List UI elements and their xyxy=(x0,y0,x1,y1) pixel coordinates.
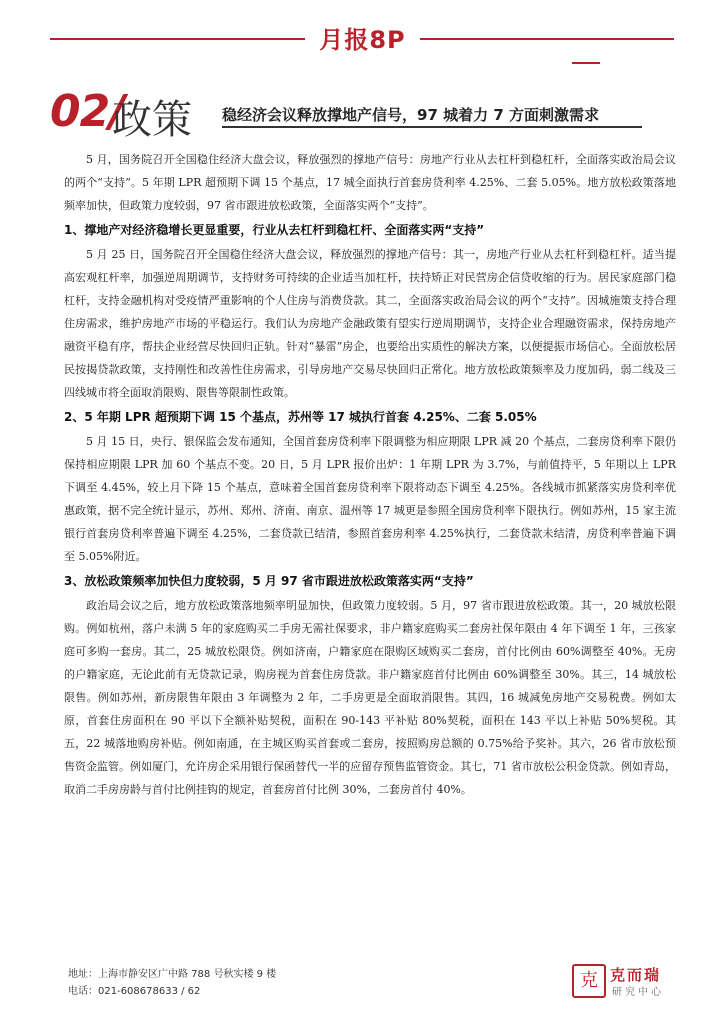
subsection-3-heading: 3、放松政策频率加快但力度较弱，5 月 97 省市跟进放松政策落实两“支持” xyxy=(64,574,474,588)
header-rule-left xyxy=(50,38,305,40)
intro-paragraph: 5 月，国务院召开全国稳住经济大盘会议，释放强烈的撑地产信号：房地产行业从去杠杆到稳杠杆，全面落实政治局会议的两个“支持”。5 年期 LPR 超预期下调 15 个基点，17 城全面执行首套房贷利率 4.25%、二套 5.05%。地方放松政策落地频率加快，但政策力度较弱，97 省市跟进放松政策，全面落实两个“支持”。 xyxy=(64,153,676,212)
section-title: 稳经济会议释放撑地产信号，97 城着力 7 方面刺激需求 xyxy=(222,106,599,124)
section-number: 02/ xyxy=(50,86,125,137)
footer-phone: 电话：021-60867863 xyxy=(68,986,172,997)
logo-seal-icon: 克 xyxy=(572,964,606,998)
report-title: 月报8P xyxy=(319,26,406,54)
subsection-1-text: 5 月 25 日，国务院召开全国稳住经济大盘会议，释放强烈的撑地产信号：其一，房地产行业从去杠杆到稳杠杆。适当提高宏观杠杆率，加强逆周期调节，支持财务可持续的企业适当加杠杆，扶持矫正对民营房企信贷收缩的行为。居民家庭部门稳杠杆，支持金融机构对受疫情严重影响的个人住房与消费贷款。其二，全面落实政治局会议的两个“支持”。因城施策支持合理住房需求，维护房地产市场的平稳运行。我们认为房地产金融政策有望实行逆周期调节，支持企业合理融资需求，保持房地产融资平稳有序，帮扶企业经营尽快回归正轨。针对“暴雷”房企，也要给出实质性的解决方案，以便提振市场信心。全面放松居民按揭贷款政策，支持刚性和改善性住房需求，引导房地产交易尽快回归正常化。地方放松政策频率及力度加码，弱二线及三四线城市将全面取消限购、限售等限制性政策。 xyxy=(64,248,676,399)
section-title-underline xyxy=(222,126,642,128)
company-logo xyxy=(572,964,682,998)
page-number: 3 / 62 xyxy=(171,986,201,997)
header-rule-right xyxy=(420,38,674,40)
footer-address: 地址：上海市静安区广中路 788 号秋实楼 9 楼 xyxy=(68,969,277,980)
section-name: 政策 xyxy=(112,97,192,143)
subsection-2-heading: 2、5 年期 LPR 超预期下调 15 个基点，苏州等 17 城执行首套 4.25%、二套 5.05% xyxy=(64,410,537,424)
header-accent-bar xyxy=(572,62,600,64)
article-body xyxy=(64,148,676,801)
logo-subtitle: 研究中心 xyxy=(612,987,664,998)
logo-name: 克而瑞 xyxy=(610,966,662,984)
subsection-1-heading: 1、撑地产对经济稳增长更显重要，行业从去杠杆到稳杠杆、全面落实两“支持” xyxy=(64,223,485,237)
page-footer xyxy=(68,966,276,1000)
subsection-3-text: 政治局会议之后，地方放松政策落地频率明显加快，但政策力度较弱。5 月，97 省市跟进放松政策。其一，20 城放松限购。例如杭州，落户未满 5 年的家庭购买二手房无需社保要求，非户籍家庭购买二套房社保年限由 4 年下调至 1 年，三孩家庭可多购一套房。其二，25 城放松限贷。例如济南，户籍家庭在限购区域购买二套房，首付比例由 60%调整至 40%。无房的户籍家庭，无论此前有无贷款记录，购房视为首套住房贷款。非户籍家庭首付比例由 60%调整至 30%。其三，14 城放松限售。例如苏州，新房限售年限由 3 年调整为 2 年，二手房更是全面取消限售。其四，16 城减免房地产交易税费。例如太原，首套住房面积在 90 平以下全额补贴契税，面积在 90-143 平补贴 80%契税，面积在 143 平以上补贴 50%契税。其五，22 城落地购房补贴。例如南通，在主城区购买首套或二套房，按照购房总额的 0.75%给予奖补。其六，26 省市放松预售资金监管。例如厦门，允许房企采用银行保函替代一半的应留存预售监管资金。其七，71 省市放松公积金贷款。例如青岛，取消二手房房龄与首付比例挂钩的规定，首套房首付比例 30%，二套房首付 40%。 xyxy=(64,599,676,796)
subsection-2-text: 5 月 15 日，央行、银保监会发布通知，全国首套房贷利率下限调整为相应期限 LPR 减 20 个基点，二套房贷利率下限仍保持相应期限 LPR 加 60 个基点不变。20 日，5 月 LPR 报价出炉：1 年期 LPR 为 3.7%，与前值持平，5 年期以上 LPR 下调至 4.45%，较上月下降 15 个基点，意味着全国首套房贷利率下限将动态下调至 4.25%。各线城市抓紧落实房贷利率优惠政策，据不完全统计显示，苏州、郑州、济南、南京、温州等 17 城更是参照全国房贷利率下限执行。例如苏州，15 家主流银行首套房贷利率普遍下调至 4.25%，二套贷款已结清，参照首套房利率 4.25%执行，二套贷款未结清，房贷利率普遍下调至 5.05%附近。 xyxy=(64,435,676,563)
